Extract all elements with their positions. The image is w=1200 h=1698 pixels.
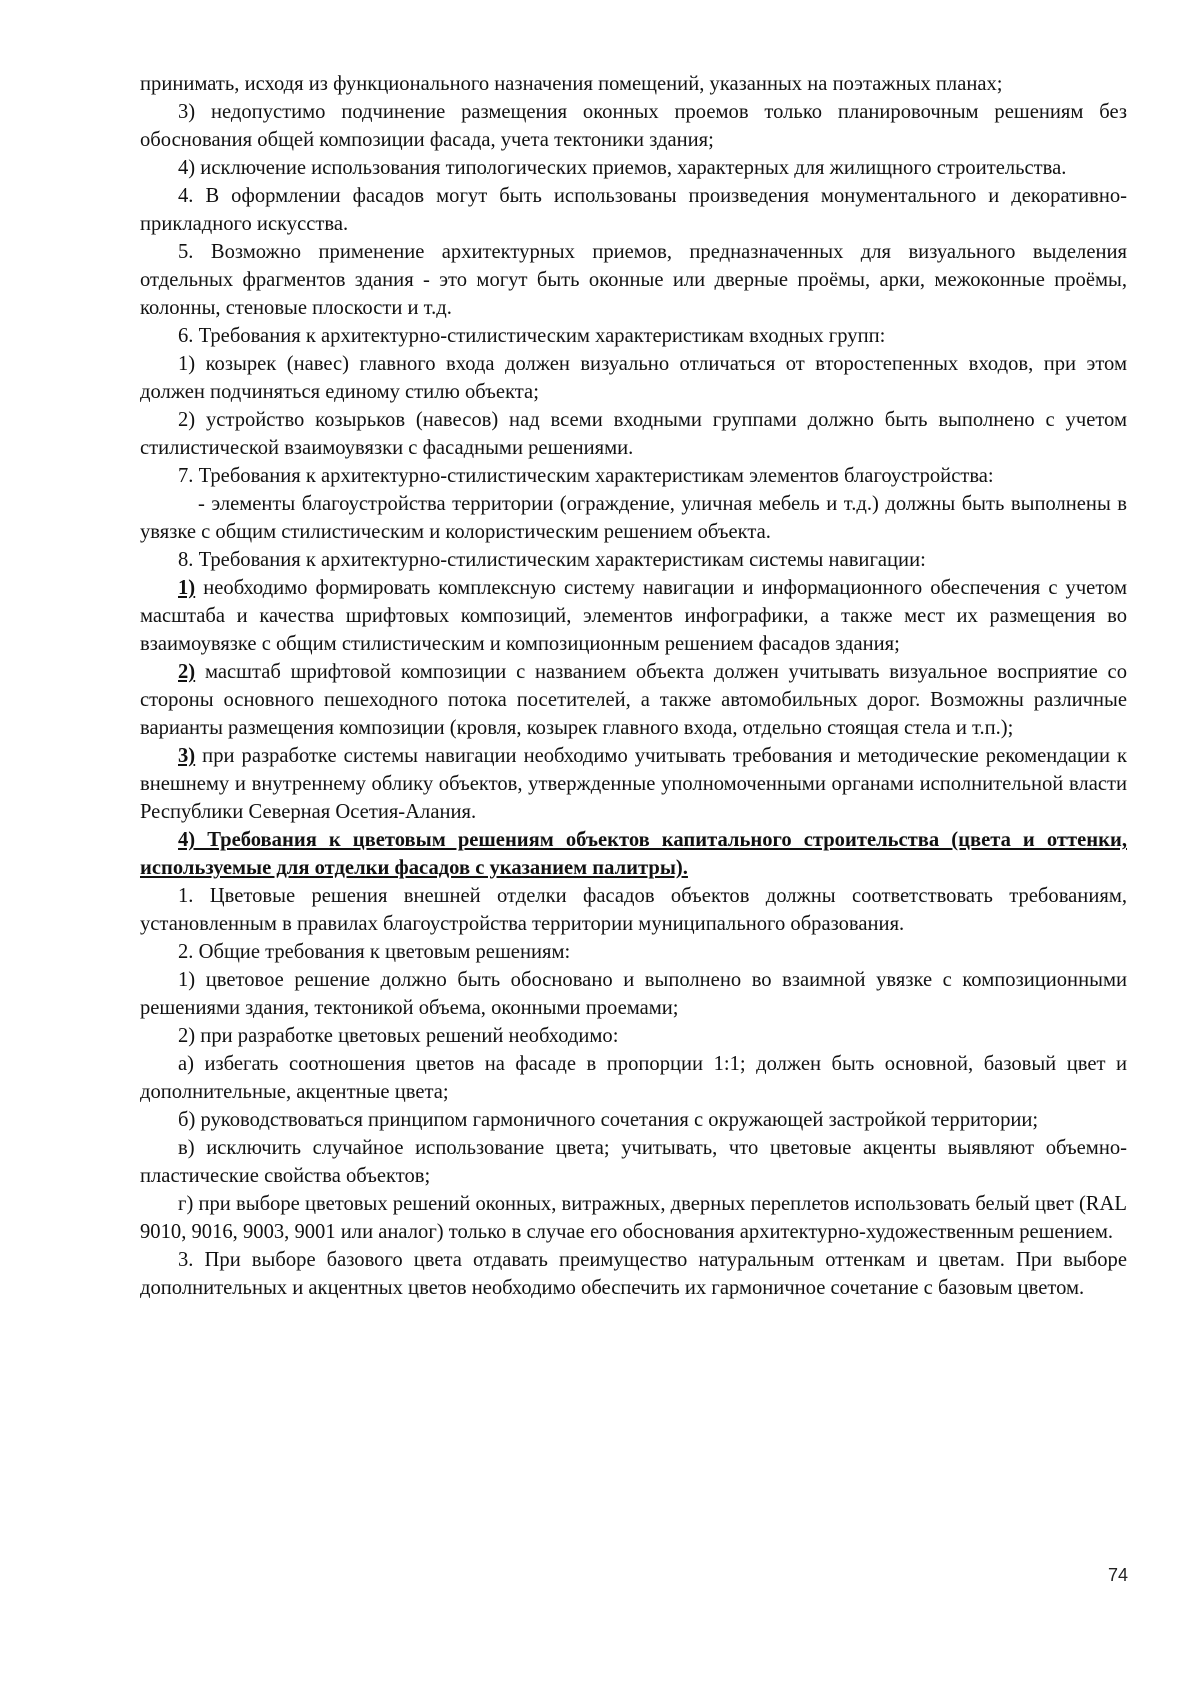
- page-number: 74: [1107, 1565, 1128, 1585]
- paragraph: 2. Общие требования к цветовым решениям:: [178, 941, 571, 963]
- paragraph: г) при выборе цветовых решений оконных, витражных, дверных переплетов использовать белый цвет (RAL 9010, 9016, 9003, 9001 или аналог) только в случае его обоснования архитектурно-художественным решением.: [140, 1193, 1127, 1243]
- navigation-item-text: при разработке системы навигации необходимо учитывать требования и методические рекомендации к внешнему и внутреннему облику объектов, утвержденные уполномоченными органами исполнительной власти Республики Северная Осетия-Алания.: [140, 745, 1127, 823]
- navigation-item-number: 2): [178, 661, 196, 683]
- paragraph: принимать, исходя из функционального назначения помещений, указанных на поэтажных планах;: [140, 73, 1003, 95]
- paragraph: а) избегать соотношения цветов на фасаде в пропорции 1:1; должен быть основной, базовый цвет и дополнительные, акцентные цвета;: [140, 1053, 1127, 1103]
- paragraph: 5. Возможно применение архитектурных приемов, предназначенных для визуального выделения отдельных фрагментов здания - это могут быть оконные или дверные проёмы, арки, межоконные проёмы, колонны, стеновые плоскости и т.д.: [140, 241, 1127, 319]
- navigation-item-number: 1): [178, 577, 196, 599]
- section-heading: 4) Требования к цветовым решениям объектов капитального строительства (цвета и оттенки, используемые для отделки фасадов с указанием палитры).: [140, 829, 1127, 879]
- paragraph: в) исключить случайное использование цвета; учитывать, что цветовые акценты выявляют объемно-пластические свойства объектов;: [140, 1137, 1127, 1187]
- paragraph: 3) недопустимо подчинение размещения оконных проемов только планировочным решениям без обоснования общей композиции фасада, учета тектоники здания;: [140, 101, 1127, 151]
- navigation-item-number: 3): [178, 745, 196, 767]
- paragraph: 8. Требования к архитектурно-стилистическим характеристикам системы навигации:: [178, 549, 926, 571]
- paragraph: б) руководствоваться принципом гармоничного сочетания с окружающей застройкой территории;: [178, 1109, 1039, 1131]
- navigation-item-text: необходимо формировать комплексную систему навигации и информационного обеспечения с учетом масштаба и качества шрифтовых композиций, элементов инфографики, а также мест их размещения во взаимоувязке с общим стилистическим и композиционным решением фасадов здания;: [140, 577, 1127, 655]
- paragraph: 1) козырек (навес) главного входа должен визуально отличаться от второстепенных входов, при этом должен подчиняться единому стилю объекта;: [140, 353, 1127, 403]
- paragraph: 1) цветовое решение должно быть обосновано и выполнено во взаимной увязке с композиционными решениями здания, тектоникой объема, оконными проемами;: [140, 969, 1127, 1019]
- paragraph: 6. Требования к архитектурно-стилистическим характеристикам входных групп:: [178, 325, 886, 347]
- document-page: [140, 70, 1127, 1302]
- navigation-item: [140, 574, 1127, 658]
- paragraph: 3. При выборе базового цвета отдавать преимущество натуральным оттенкам и цветам. При выборе дополнительных и акцентных цветов необходимо обеспечить их гармоничное сочетание с базовым цветом.: [140, 1249, 1127, 1299]
- paragraph: 4) исключение использования типологических приемов, характерных для жилищного строительства.: [178, 157, 1067, 179]
- paragraph: - элементы благоустройства территории (ограждение, уличная мебель и т.д.) должны быть выполнены в увязке с общим стилистическим и колористическим решением объекта.: [140, 493, 1127, 543]
- navigation-item: [140, 742, 1127, 826]
- paragraph: 1. Цветовые решения внешней отделки фасадов объектов должны соответствовать требованиям, установленным в правилах благоустройства территории муниципального образования.: [140, 885, 1127, 935]
- navigation-item-text: масштаб шрифтовой композиции с названием объекта должен учитывать визуальное восприятие со стороны основного пешеходного потока посетителей, а также автомобильных дорог. Возможны различные варианты размещения композиции (кровля, козырек главного входа, отдельно стоящая стела и т.п.);: [140, 661, 1127, 739]
- paragraph: 4. В оформлении фасадов могут быть использованы произведения монументального и декоративно-прикладного искусства.: [140, 185, 1127, 235]
- paragraph: 2) при разработке цветовых решений необходимо:: [178, 1025, 619, 1047]
- paragraph: 2) устройство козырьков (навесов) над всеми входными группами должно быть выполнено с учетом стилистической взаимоувязки с фасадными решениями.: [140, 409, 1127, 459]
- paragraph: 7. Требования к архитектурно-стилистическим характеристикам элементов благоустройства:: [178, 465, 994, 487]
- navigation-item: [140, 658, 1127, 742]
